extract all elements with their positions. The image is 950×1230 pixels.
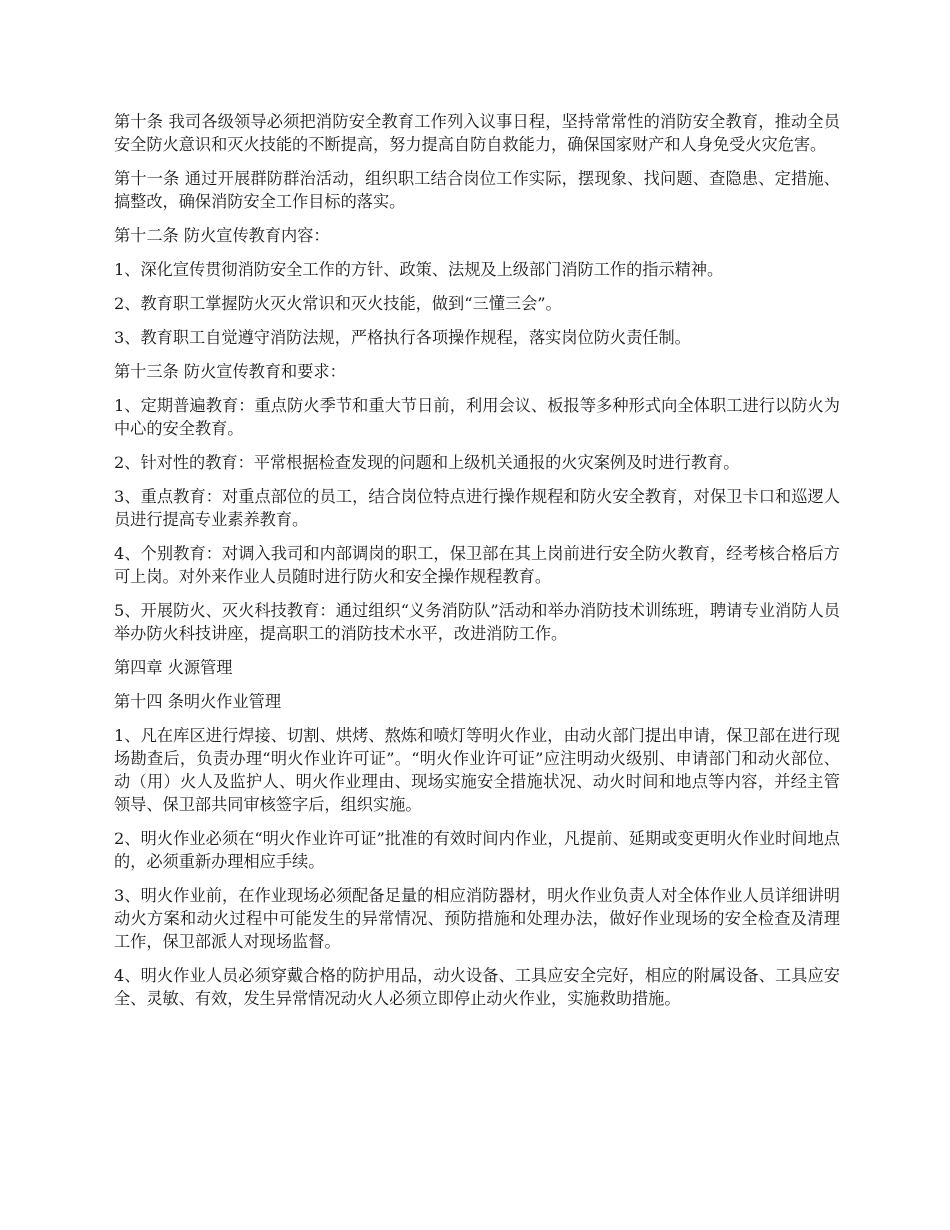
list-item-12-2: 2、教育职工掌握防火灭火常识和灭火技能，做到“三懂三会”。 (114, 294, 562, 313)
heading-article-13: 第十三条 防火宣传教育和要求： (114, 362, 346, 381)
list-item-13-3: 3、重点教育：对重点部位的员工，结合岗位特点进行操作规程和防火安全教育，对保卫卡口和巡逻人员进行提高专业素养教育。 (114, 487, 840, 529)
list-item-13-5: 5、开展防火、灭火科技教育：通过组织“义务消防队”活动和举办消防技术训练班，聘请专业消防人员举办防火科技讲座，提高职工的消防技术水平，改进消防工作。 (114, 601, 840, 643)
chapter-heading-4: 第四章 火源管理 (114, 658, 233, 677)
list-item-14-2: 2、明火作业必须在“明火作业许可证”批准的有效时间内作业，凡提前、延期或变更明火作业时间地点的，必须重新办理相应手续。 (114, 829, 840, 871)
list-item-12-3: 3、教育职工自觉遵守消防法规，严格执行各项操作规程，落实岗位防火责任制。 (114, 328, 691, 347)
heading-article-14: 第十四 条明火作业管理 (114, 692, 282, 711)
list-item-14-4: 4、明火作业人员必须穿戴合格的防护用品，动火设备、工具应安全完好，相应的附属设备、工具应安全、灵敏、有效，发生异常情况动火人必须立即停止动火作业，实施救助措施。 (114, 966, 840, 1008)
list-item-13-1: 1、定期普遍教育：重点防火季节和重大节日前，利用会议、板报等多种形式向全体职工进行以防火为中心的安全教育。 (114, 396, 840, 438)
paragraph-article-11: 第十一条 通过开展群防群治活动，组织职工结合岗位工作实际，摆现象、找问题、查隐患、定措施、搞整改，确保消防安全工作目标的落实。 (114, 169, 840, 211)
heading-article-12: 第十二条 防火宣传教育内容： (114, 226, 330, 245)
list-item-13-4: 4、个别教育：对调入我司和内部调岗的职工，保卫部在其上岗前进行安全防火教育，经考核合格后方可上岗。对外来作业人员随时进行防火和安全操作规程教育。 (114, 544, 840, 586)
list-item-14-1: 1、凡在库区进行焊接、切割、烘烤、熬炼和喷灯等明火作业，由动火部门提出申请，保卫部在进行现场勘查后，负责办理“明火作业许可证”。“明火作业许可证”应注明动火级别、申请部门和动火部位、动（用）火人及监护人、明火作业理由、现场实施安全措施状况、动火时间和地点等内容，并经主管领导、保卫部共同审核签字后，组织实施。 (114, 726, 840, 814)
paragraph-article-10: 第十条 我司各级领导必须把消防安全教育工作列入议事日程，坚持常常性的消防安全教育，推动全员安全防火意识和灭火技能的不断提高，努力提高自防自救能力，确保国家财产和人身免受火灾危害。 (114, 112, 840, 154)
document-body (114, 110, 840, 1021)
list-item-12-1: 1、深化宣传贯彻消防安全工作的方针、政策、法规及上级部门消防工作的指示精神。 (114, 260, 724, 279)
list-item-14-3: 3、明火作业前，在作业现场必须配备足量的相应消防器材，明火作业负责人对全体作业人员详细讲明动火方案和动火过程中可能发生的异常情况、预防措施和处理办法，做好作业现场的安全检查及清理工作，保卫部派人对现场监督。 (114, 886, 840, 951)
list-item-13-2: 2、针对性的教育：平常根据检查发现的问题和上级机关通报的火灾案例及时进行教育。 (114, 453, 740, 472)
